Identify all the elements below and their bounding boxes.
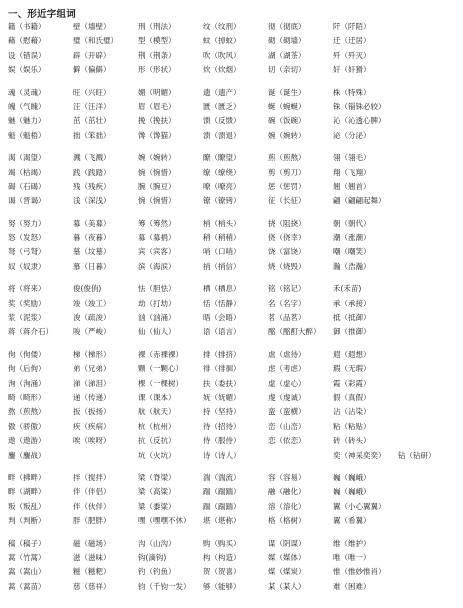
word-entry: 浚（疏浚）	[73, 313, 111, 323]
word-entry: 铢（锱铢必较）	[333, 101, 386, 111]
word-row	[8, 49, 398, 63]
word-group	[8, 217, 398, 275]
word-entry: 徘（徘徊）	[203, 364, 241, 374]
word-row	[8, 151, 398, 165]
word-row	[8, 471, 398, 485]
word-entry: 弩（弓弩）	[8, 247, 46, 257]
word-entry: 慕（日暮）	[73, 261, 111, 271]
word-entry: 株（特殊）	[333, 87, 371, 97]
word-entry: 谒（晋谒）	[8, 196, 46, 206]
word-entry: 语（语言）	[203, 327, 241, 337]
word-entry: 砖（砖头）	[333, 436, 371, 446]
word-row	[8, 297, 398, 311]
word-entry: 茁（茁壮）	[73, 116, 111, 126]
word-entry: 暮（夜暮）	[73, 233, 111, 243]
page-title: 一、形近字组词	[8, 9, 76, 20]
word-entry: 裸（赤裸裸）	[138, 349, 183, 359]
word-entry: 格（格树）	[268, 516, 306, 526]
word-entry: 将（将来）	[8, 284, 46, 294]
word-entry: 仙（仙人）	[138, 327, 176, 337]
word-entry: 持（坚持）	[203, 407, 241, 417]
word-entry: 砌（砌墙）	[268, 36, 306, 46]
word-entry: 侥（侥幸）	[268, 233, 306, 243]
word-entry: 容（容易）	[268, 472, 306, 482]
word-entry: 杭（杭州）	[138, 421, 176, 431]
word-row	[8, 348, 398, 362]
word-entry: 宾（宾客）	[138, 247, 176, 257]
word-entry: 汹（汹涌）	[138, 313, 176, 323]
word-entry: 剪（剪刀）	[268, 167, 306, 177]
word-entry: 煤（煤炭）	[268, 567, 306, 577]
word-entry: 磁（磁场）	[73, 538, 111, 548]
word-entry: 梁（高粱）	[138, 487, 176, 497]
word-entry: 课（课本）	[138, 392, 176, 402]
word-entry: 嘿（嘿嘿不休）	[138, 516, 191, 526]
word-row	[8, 129, 398, 143]
word-entry: 设（错误）	[8, 50, 46, 60]
word-group	[8, 151, 398, 209]
word-entry: 拙（笨拙）	[73, 130, 111, 140]
word-entry: 煎（煎熬）	[268, 153, 306, 163]
word-entry: 粱（黍粱）	[138, 501, 176, 511]
word-entry: 碗（饭碗）	[268, 116, 306, 126]
word-entry: 假（真假）	[333, 392, 371, 402]
word-entry: 诞（诞生）	[268, 87, 306, 97]
word-entry: 湖（湖茶）	[268, 50, 306, 60]
word-entry: 湍（湍流）	[203, 472, 241, 482]
word-row	[8, 325, 398, 339]
word-entry: 魁（魁梧）	[8, 130, 46, 140]
word-entry: 嘹（嘹亮）	[203, 181, 241, 191]
word-entry: 墓（坟墓）	[73, 247, 111, 257]
word-entry: 溅（飞溅）	[73, 153, 111, 163]
word-entry: 踹（踹踹）	[203, 501, 241, 511]
word-entry: 挽（挽扶）	[138, 116, 176, 126]
word-entry: 捎（捎信）	[203, 261, 241, 271]
word-entry: 翎（翎毛）	[333, 153, 371, 163]
word-entry: 难（困难）	[333, 581, 371, 591]
word-groups	[8, 20, 436, 602]
word-entry: 惩（惩罚）	[268, 181, 306, 191]
word-entry: 恋（依恋）	[268, 436, 306, 446]
word-row	[8, 434, 398, 448]
word-entry: 烧（烧毁）	[268, 261, 306, 271]
word-entry: 沾（沾染）	[333, 407, 371, 417]
word-entry: 稿（稿子）	[8, 538, 46, 548]
word-entry: 堪（堪称）	[203, 516, 241, 526]
word-entry: 媒（媒体）	[268, 552, 306, 562]
word-entry: 贺（贺喜）	[203, 567, 241, 577]
word-entry: 梁（脊梁）	[138, 472, 176, 482]
word-entry: 钧（千钧一发）	[138, 581, 191, 591]
word-entry: 翼（希翼）	[333, 516, 371, 526]
word-entry: 缭（缭绕）	[203, 167, 241, 177]
word-row	[8, 362, 398, 376]
word-entry: 募（美募）	[73, 218, 111, 228]
word-entry: 怯（胆怯）	[138, 284, 176, 294]
word-entry: 颗（一颗心）	[138, 364, 183, 374]
word-entry: 努（努力）	[8, 218, 46, 228]
word-group	[8, 537, 398, 595]
word-entry: 翔（飞翔）	[333, 167, 371, 177]
word-entry: 酩（酩酊大醉）	[268, 327, 321, 337]
word-entry: 奖（奖励）	[8, 298, 46, 308]
word-entry: 藉（慰藉）	[8, 36, 46, 46]
word-entry: 蒋（蒋介石）	[8, 327, 53, 337]
word-entry: 谋（阴谋）	[268, 538, 306, 548]
word-row	[8, 282, 398, 296]
word-row	[8, 166, 398, 180]
word-row	[8, 514, 398, 528]
word-row	[8, 500, 398, 514]
word-row	[8, 100, 398, 114]
word-entry: 迁（迁居）	[333, 36, 371, 46]
word-entry: 涕（涕泪）	[73, 378, 111, 388]
word-entry: 购（购买）	[203, 538, 241, 548]
word-entry: 判（判断）	[8, 516, 46, 526]
word-entry: 惟（惟妙惟肖）	[333, 567, 386, 577]
word-row	[8, 245, 398, 259]
word-entry: 妩（妩媚）	[203, 392, 241, 402]
word-entry: 饶（富饶）	[268, 247, 306, 257]
word-entry: 茗（品茗）	[268, 313, 306, 323]
word-entry: 虔（虔诚）	[268, 392, 306, 402]
word-entry: 渴（渴望）	[8, 153, 46, 163]
word-entry: 待（招待）	[203, 421, 241, 431]
word-entry: 霞（彩霞）	[333, 378, 371, 388]
word-entry: 眉（眉毛）	[138, 101, 176, 111]
word-entry: 旺（兴旺）	[73, 87, 111, 97]
word-entry: 腕（腕豆）	[138, 181, 176, 191]
word-entry: 壁（墙壁）	[73, 22, 111, 31]
word-entry: 巍（巍峨）	[333, 472, 371, 482]
word-row	[8, 180, 398, 194]
word-entry: 遨（遨游）	[8, 436, 46, 446]
word-group	[8, 20, 398, 78]
word-entry: 航（航天）	[138, 407, 176, 417]
word-entry: 畔（湖畔）	[8, 487, 46, 497]
word-entry: 阡（阡陌）	[333, 22, 371, 31]
word-entry: 娱（娱乐）	[8, 65, 46, 75]
word-group	[8, 471, 398, 529]
word-entry: 棵（一棵树）	[138, 378, 183, 388]
word-entry: 践（践踏）	[73, 167, 111, 177]
word-entry: 竭（枯竭）	[8, 167, 46, 177]
word-entry: 某（某人）	[268, 581, 306, 591]
word-entry: 傲（骄傲）	[8, 421, 46, 431]
word-entry: 御（推御）	[333, 327, 371, 337]
word-row	[8, 405, 398, 419]
word-entry: 排（排挤）	[203, 349, 241, 359]
word-entry: 洵（洵涌）	[8, 378, 46, 388]
word-entry: 虚（虚心）	[268, 378, 306, 388]
word-entry: 佝（后佝）	[8, 364, 46, 374]
word-entry: 构（构造）	[203, 552, 241, 562]
word-entry: 叛（叛乱）	[8, 501, 46, 511]
word-entry: 炊（炊烟）	[203, 65, 241, 75]
word-entry: 溃（溃退）	[203, 130, 241, 140]
word-entry: 浆（泥浆）	[8, 313, 46, 323]
word-entry: 伴（伙伴）	[73, 501, 111, 511]
word-entry: 劫（打劫）	[138, 298, 176, 308]
word-entry: 瞭（瞭望）	[203, 153, 241, 163]
word-entry: 蚊（掉蚊）	[203, 36, 241, 46]
word-entry: 彻（彻底）	[268, 22, 306, 31]
word-entry: 奴（奴隶）	[8, 261, 46, 271]
word-entry: 铭（铭记）	[268, 284, 306, 294]
word-entry: 唯（唯一）	[333, 552, 371, 562]
word-group	[8, 348, 436, 463]
word-entry: 钩(滴钩)	[138, 552, 167, 562]
word-entry: 吹（吹风）	[203, 50, 241, 60]
word-entry: 馋（馋猫）	[138, 130, 176, 140]
word-entry: 鏖（鏖战）	[8, 450, 46, 460]
word-entry: 巍（巍峨）	[333, 487, 371, 497]
word-entry: 魅（魅力）	[8, 116, 46, 126]
word-entry: 唆（严峻）	[73, 327, 111, 337]
word-row	[8, 260, 398, 274]
word-row	[8, 449, 436, 463]
word-entry: 晤（会晤）	[203, 313, 241, 323]
word-entry: 畔（拂畔）	[8, 472, 46, 482]
word-entry: 切（亲切）	[268, 65, 306, 75]
word-group	[8, 282, 398, 340]
word-entry: 型（模型）	[138, 36, 176, 46]
word-entry: 蛮（蛮横）	[268, 407, 306, 417]
word-entry: 璧（和氏璧）	[73, 36, 118, 46]
word-entry: 俊(俊俏)	[73, 284, 102, 294]
word-entry: 扶（委扶）	[203, 378, 241, 388]
word-entry: 够（能够）	[203, 581, 241, 591]
word-entry: 禾(禾苗)	[333, 284, 362, 294]
word-entry: 朝（朝代）	[333, 218, 371, 228]
word-entry: 辟（开辟）	[73, 50, 111, 60]
word-entry: 筹（筹然）	[138, 218, 176, 228]
word-entry: 碣（石碣）	[8, 181, 46, 191]
word-entry: 怒（发怒）	[8, 233, 46, 243]
word-entry: 诗（诗人）	[203, 450, 241, 460]
word-entry: 溶（溶化）	[268, 501, 306, 511]
word-entry: 婉（婉转）	[268, 130, 306, 140]
word-entry: 承（承接）	[333, 298, 371, 308]
word-entry: 匮（匮乏）	[203, 101, 241, 111]
word-entry: 栖（栖息）	[203, 284, 241, 294]
word-entry: 粘（粘贴）	[333, 421, 371, 431]
word-entry: 募（募捐）	[138, 233, 176, 243]
word-entry: 钻（钻研）	[398, 450, 436, 460]
word-entry: 拌（搅拌）	[73, 472, 111, 482]
word-entry: 魄（气魄）	[8, 101, 46, 111]
word-entry: 镣（镣铐）	[203, 196, 241, 206]
word-entry: 抗（反抗）	[138, 436, 176, 446]
word-row	[8, 114, 398, 128]
word-row	[8, 580, 398, 594]
word-entry: 畸（畸形）	[8, 392, 46, 402]
word-entry: 沁（沁透心脾）	[333, 116, 386, 126]
word-entry: 抵（抵御）	[333, 313, 371, 323]
word-entry: 侍（服侍）	[203, 436, 241, 446]
word-entry: 伴（伴侣）	[73, 487, 111, 497]
word-entry: 疾（疾病）	[73, 421, 111, 431]
word-entry: 蒿（竹蒿）	[8, 552, 46, 562]
word-entry: 瑕（无瑕）	[333, 364, 371, 374]
word-entry: 递（传递）	[73, 392, 111, 402]
word-entry: 翩（翩翩起舞）	[333, 196, 386, 206]
word-entry: 钓（钓鱼）	[138, 567, 176, 577]
word-entry: 婉（婉转）	[138, 153, 176, 163]
word-entry: 蒿（蒿苗）	[8, 581, 46, 591]
word-entry: 嵩（嵩山）	[8, 567, 46, 577]
word-row	[8, 194, 398, 208]
word-entry: 刑（刑法）	[138, 22, 176, 31]
word-entry: 竣（竣工）	[73, 298, 111, 308]
word-row	[8, 391, 398, 405]
word-entry: 籍（书籍）	[8, 22, 46, 31]
word-row	[8, 311, 398, 325]
word-entry: 翼（小心翼翼）	[333, 501, 386, 511]
word-entry: 遗（遗产）	[203, 87, 241, 97]
word-entry: 糍（糍粑）	[73, 567, 111, 577]
word-entry: 熬（煎熬）	[8, 407, 46, 417]
word-entry: 唉（唉呀）	[73, 436, 111, 446]
word-row	[8, 20, 398, 34]
word-entry: 形（形状）	[138, 65, 176, 75]
word-entry: 僻（偏僻）	[73, 65, 111, 75]
word-entry: 奸（奸猾）	[333, 65, 371, 75]
word-entry: 嘲（嘲笑）	[333, 247, 371, 257]
word-entry: 滋（滋味）	[73, 552, 111, 562]
word-row	[8, 485, 398, 499]
word-entry: 泌（分泌）	[333, 130, 371, 140]
word-row	[8, 86, 398, 100]
word-entry: 魂（灵魂）	[8, 87, 46, 97]
word-entry: 歼（歼灭）	[333, 50, 371, 60]
word-entry: 遐（遐想）	[333, 349, 371, 359]
word-entry: 浅（深浅）	[73, 196, 111, 206]
word-entry: 稍（稍稍）	[203, 233, 241, 243]
word-entry: 惋（惋惜）	[138, 196, 176, 206]
word-entry: 恬（恬静）	[203, 298, 241, 308]
word-entry: 馈（反馈）	[203, 116, 241, 126]
word-entry: 哨（口哨）	[203, 247, 241, 257]
word-entry: 媚（明媚）	[138, 87, 176, 97]
word-entry: 挠（阻挠）	[268, 218, 306, 228]
word-row	[8, 63, 398, 77]
word-entry: 瀚（浩瀚）	[333, 261, 371, 271]
word-entry: 滨（海滨）	[138, 261, 176, 271]
word-entry: 扳（扳扬）	[73, 407, 111, 417]
word-entry: 踹（踹踹）	[203, 487, 241, 497]
word-entry: 坑（火坑）	[138, 450, 176, 460]
word-entry: 梯（梯形）	[73, 349, 111, 359]
word-row	[8, 231, 398, 245]
word-row	[8, 34, 398, 48]
word-row	[8, 551, 398, 565]
word-entry: 梢（梢头）	[203, 218, 241, 228]
word-row	[8, 565, 398, 579]
word-entry: 汪（汪洋）	[73, 101, 111, 111]
word-entry: 纹（纹刑）	[203, 22, 241, 31]
word-entry: 翘（翘首）	[333, 181, 371, 191]
word-entry: 沟（山沟）	[138, 538, 176, 548]
word-entry: 征（长征）	[268, 196, 306, 206]
word-row	[8, 217, 398, 231]
word-entry: 荆（荆条）	[138, 50, 176, 60]
word-entry: 虐（虐待）	[268, 349, 306, 359]
word-entry: 维（维护）	[333, 538, 371, 548]
word-entry: 名（名字）	[268, 298, 306, 308]
word-entry: 虑（考虑）	[268, 364, 306, 374]
word-entry: 残（残疾）	[73, 181, 111, 191]
word-group	[8, 86, 398, 144]
word-entry: 蜒（蜿蜒）	[268, 101, 306, 111]
word-row	[8, 377, 398, 391]
word-entry: 奕（神采奕奕）	[333, 450, 386, 460]
word-entry: 融（融化）	[268, 487, 306, 497]
word-entry: 峦（山峦）	[268, 421, 306, 431]
word-entry: 慈（慈祥）	[73, 581, 111, 591]
word-entry: 佝（佝偻）	[8, 349, 46, 359]
word-entry: 惋（惋惜）	[138, 167, 176, 177]
word-row	[8, 420, 398, 434]
word-entry: 弟（兄弟）	[73, 364, 111, 374]
word-entry: 潮（涨潮）	[333, 233, 371, 243]
word-entry: 胖（肥胖）	[73, 516, 111, 526]
word-row	[8, 537, 398, 551]
